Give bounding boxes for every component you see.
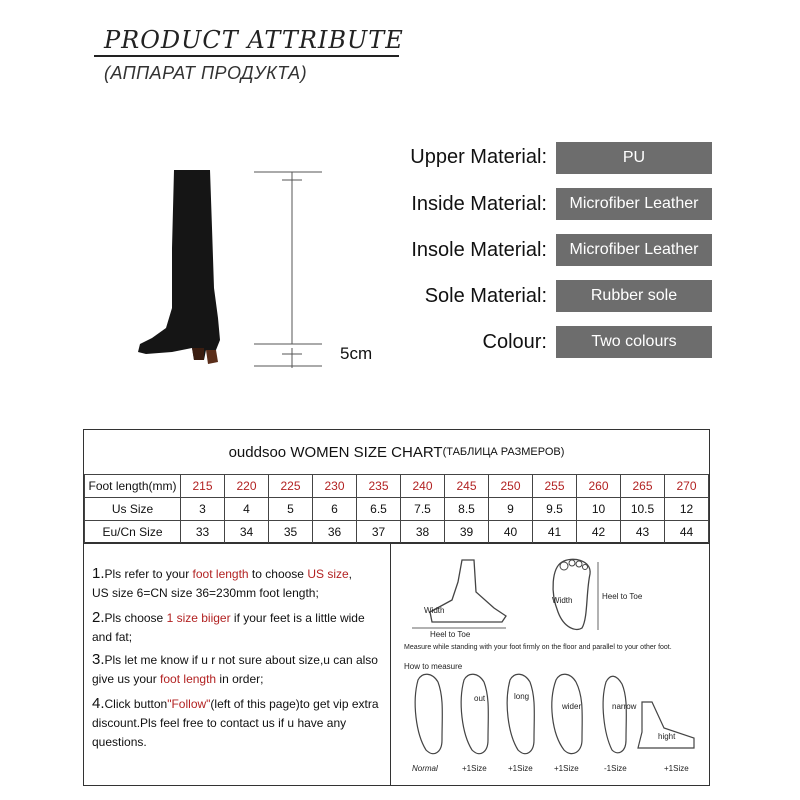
table-row [85,498,709,521]
table-cell: 12 [665,498,709,521]
table-cell: 225 [269,475,313,498]
upper-material-value: PU [556,142,712,174]
size-chart-heading: WOMEN SIZE CHART [286,443,443,461]
instructions-panel [83,543,710,786]
table-cell: 270 [665,475,709,498]
row-header: Eu/Cn Size [85,521,181,544]
measure-note: Measure while standing with your foot firmly on the floor and parallel to your other foot. [404,644,672,651]
upper-material-label: Upper Material: [410,146,547,168]
table-cell: 250 [489,475,533,498]
size-adjust-label: +1Size [554,764,579,773]
instruction-number: 1. [92,565,105,582]
instruction-1 [92,564,384,603]
table-cell: 36 [313,521,357,544]
table-cell: 38 [401,521,445,544]
sole-material-value: Rubber sole [556,280,712,312]
table-cell: 235 [357,475,401,498]
instruction-text: Pls refer to your [104,567,193,581]
instruction-highlight: "Follow" [167,697,211,711]
instruction-text: in order; [216,672,264,686]
table-cell: 33 [181,521,225,544]
heel-to-toe-label: Heel to Toe [430,630,471,639]
instruction-text: , [348,567,352,581]
page-title: PRODUCT ATTRIBUTE [104,26,404,54]
brand-name: ouddsoo [228,443,287,461]
table-cell: 41 [533,521,577,544]
size-adjust-label: -1Size [604,764,627,773]
hight-label: hight [658,732,676,741]
table-cell: 9.5 [533,498,577,521]
page-subtitle: (АППАРАТ ПРОДУКТА) [104,63,308,83]
shaft-height-measure-icon [252,168,342,374]
foot-measure-diagrams [402,552,702,780]
table-cell: 34 [225,521,269,544]
table-cell: 240 [401,475,445,498]
table-cell: 7.5 [401,498,445,521]
instruction-text: if your feet is a little wide and fat; [92,611,365,644]
instruction-3 [92,650,384,689]
table-cell: 215 [181,475,225,498]
width-label: Width [424,606,445,615]
colour-label: Colour: [482,331,547,353]
instruction-text: to choose [248,567,308,581]
size-adjust-label: +1Size [664,764,689,773]
table-cell: 260 [577,475,621,498]
normal-label: Normal [412,764,438,773]
how-to-measure-label: How to measure [404,662,463,671]
table-cell: 6.5 [357,498,401,521]
inside-material-value: Microfiber Leather [556,188,712,220]
table-cell: 8.5 [445,498,489,521]
over-knee-boot-icon [132,168,242,368]
table-cell: 10.5 [621,498,665,521]
table-cell: 35 [269,521,313,544]
instruction-number: 2. [92,609,105,626]
size-adjust-label: +1Size [508,764,533,773]
table-cell: 37 [357,521,401,544]
instruction-highlight: foot length [160,672,217,686]
instruction-number: 4. [92,695,105,712]
heel-height-label: 5cm [340,344,373,363]
insole-material-label: Insole Material: [411,239,547,261]
table-cell: 42 [577,521,621,544]
table-cell: 40 [489,521,533,544]
table-cell: 255 [533,475,577,498]
narrow-label: narrow [612,702,637,711]
table-cell: 3 [181,498,225,521]
out-label: out [474,694,486,703]
table-cell: 39 [445,521,489,544]
size-chart [83,429,710,543]
instruction-highlight: 1 size biiger [166,611,231,625]
title-underline [94,55,399,57]
insole-material-value: Microfiber Leather [556,234,712,266]
size-chart-heading-ru: (ТАБЛИЦА РАЗМЕРОВ) [442,446,565,458]
instruction-number: 3. [92,651,105,668]
table-row [85,475,709,498]
table-cell: 6 [313,498,357,521]
table-cell: 9 [489,498,533,521]
instruction-text: Click button [104,697,168,711]
instruction-2 [92,608,384,647]
size-table [84,474,709,544]
size-adjust-label: +1Size [462,764,487,773]
instruction-highlight: US size [307,567,349,581]
table-cell: 4 [225,498,269,521]
instruction-text: (left of this page)to get vip extra discount.Pls feel free to contact us if u have any questions. [92,697,379,749]
instruction-4 [92,694,384,752]
instruction-text: US size 6=CN size 36=230mm foot length; [92,586,319,600]
wider-label: wider [562,702,582,711]
table-cell: 220 [225,475,269,498]
instruction-text: Pls choose [104,611,167,625]
table-cell: 5 [269,498,313,521]
row-header: Us Size [85,498,181,521]
panel-divider [390,544,391,785]
table-cell: 44 [665,521,709,544]
heel-to-toe-label-2: Heel to Toe [602,592,643,601]
table-cell: 245 [445,475,489,498]
table-row [85,521,709,544]
row-header: Foot length(mm) [85,475,181,498]
colour-value: Two colours [556,326,712,358]
table-cell: 43 [621,521,665,544]
inside-material-label: Inside Material: [411,193,547,215]
table-cell: 265 [621,475,665,498]
table-cell: 230 [313,475,357,498]
table-cell: 10 [577,498,621,521]
instruction-text: Pls let me know if u r not sure about size,u can also give us your [92,653,378,686]
size-chart-title [84,430,709,474]
width-label-2: Width [552,596,573,605]
long-label: long [514,692,530,701]
instruction-highlight: foot length [192,567,249,581]
sole-material-label: Sole Material: [424,285,547,307]
